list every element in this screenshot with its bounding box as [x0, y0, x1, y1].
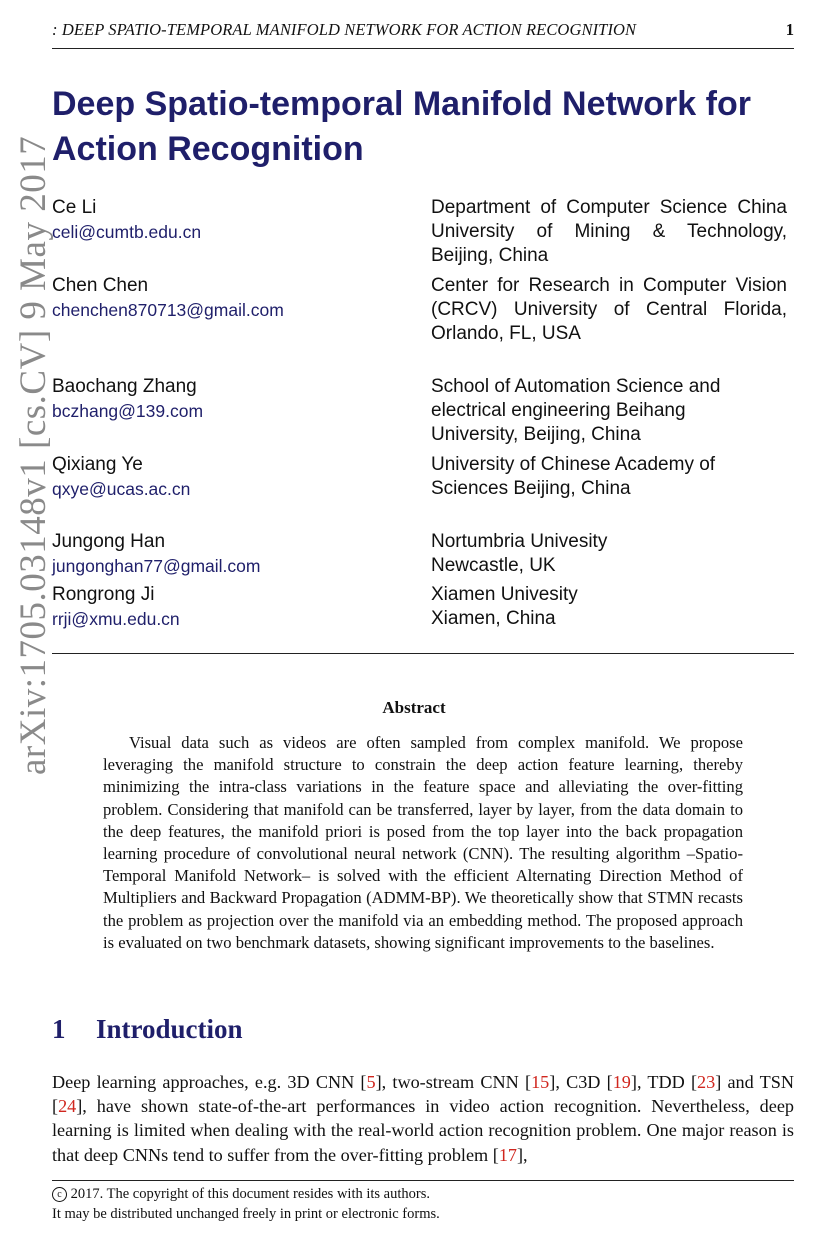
author-block: [52, 453, 190, 501]
author-email[interactable]: chenchen870713@gmail.com: [52, 300, 284, 320]
intro-text: ], C3D [: [549, 1072, 613, 1092]
affiliation: Center for Research in Computer Vision (CRCV) University of Central Florida, Orlando, FL, USA: [431, 275, 787, 344]
intro-text: ], TDD [: [630, 1072, 698, 1092]
abstract-heading: Abstract: [382, 698, 446, 717]
affiliation: Nortumbria Univesity Newcastle, UK: [431, 531, 608, 576]
footnote-line: It may be distributed unchanged freely in print or electronic forms.: [52, 1206, 440, 1222]
author-name: Baochang Zhang: [52, 376, 197, 397]
arxiv-stamp: arXiv:1705.03148v1 [cs.CV] 9 May 2017: [13, 135, 54, 775]
footnote-rule: [52, 1180, 794, 1181]
header-rule: [52, 48, 794, 49]
author-name: Chen Chen: [52, 275, 149, 296]
running-title: : DEEP SPATIO-TEMPORAL MANIFOLD NETWORK FOR ACTION RECOGNITION: [52, 20, 637, 39]
author-block: [52, 196, 201, 244]
copyright-icon: c: [52, 1187, 67, 1202]
introduction-paragraph: [52, 1070, 794, 1167]
author-section-rule: [52, 653, 794, 654]
intro-text: ],: [517, 1144, 528, 1165]
author-block: [52, 274, 284, 322]
author-email[interactable]: rrji@xmu.edu.cn: [52, 609, 180, 629]
footnote-text: 2017. The copyright of this document resides with its authors.: [70, 1186, 430, 1202]
citation-link[interactable]: 19: [612, 1072, 631, 1092]
author-name: Qixiang Ye: [52, 454, 143, 475]
abstract-text: Visual data such as videos are often sampled from complex manifold. We propose leveraging the manifold structure to constrain the deep action feature learning, thereby minimizing the intra-class variations in the feature space and alleviating the over-fitting problem. Considering that manifold can be transferred, layer by layer, from the data domain to the deep features, the manifold priori is posed from the top layer into the back propagation learning procedure of convolutional neural network (CNN). The resulting algorithm –Spatio-Temporal Manifold Network– is solved with the efficient Alternating Direction Method of Multipliers and Backward Propagation (ADMM-BP). We theoretically show that STMN recasts the problem as projection over the manifold via an embedding method. The proposed approach is evaluated on two benchmark datasets, showing significant improvements to the baselines.: [103, 733, 743, 952]
author-email[interactable]: qxye@ucas.ac.cn: [52, 479, 191, 499]
author-name: Ce Li: [52, 197, 97, 218]
page-number: 1: [785, 20, 794, 39]
affiliation: School of Automation Science and electrical engineering Beihang University, Beijing, China: [431, 376, 721, 445]
author-email[interactable]: celi@cumtb.edu.cn: [52, 222, 202, 242]
author-name: Jungong Han: [52, 531, 166, 552]
section-heading: [52, 1014, 243, 1045]
author-block: [52, 530, 260, 578]
copyright-footnote: [52, 1184, 440, 1224]
intro-text: Deep learning approaches, e.g. 3D CNN [: [52, 1072, 367, 1092]
affiliation: University of Chinese Academy of Sciences Beijing, China: [431, 454, 716, 499]
affiliation: Department of Computer Science China University of Mining & Technology, Beijing, China: [431, 197, 787, 266]
author-email[interactable]: bczhang@139.com: [52, 401, 204, 421]
citation-link[interactable]: 24: [58, 1096, 77, 1117]
citation-link[interactable]: 15: [531, 1072, 550, 1092]
section-number: 1: [52, 1014, 66, 1044]
citation-link[interactable]: 23: [697, 1072, 716, 1092]
affiliation: Xiamen Univesity Xiamen, China: [431, 584, 578, 629]
author-block: [52, 583, 180, 631]
section-title: Introduction: [96, 1014, 243, 1044]
footnote-line: [52, 1184, 440, 1204]
running-header: [52, 20, 794, 46]
paper-title: Deep Spatio-temporal Manifold Network for Action Recognition: [52, 85, 751, 168]
author-name: Rongrong Ji: [52, 584, 155, 605]
intro-text: ], have shown state-of-the-art performances in video action recognition. Nevertheless, deep learning is limited when dealing with the real-world action recognition problem. One major reason is that deep CNNs tend to suffer from the over-fitting problem [: [52, 1096, 794, 1165]
author-block: [52, 375, 203, 423]
citation-link[interactable]: 5: [366, 1072, 376, 1092]
intro-text: ], two-stream CNN [: [375, 1072, 532, 1092]
author-email[interactable]: jungonghan77@gmail.com: [52, 556, 261, 576]
intro-text: ] and TSN [: [52, 1072, 794, 1117]
citation-link[interactable]: 17: [498, 1144, 517, 1165]
